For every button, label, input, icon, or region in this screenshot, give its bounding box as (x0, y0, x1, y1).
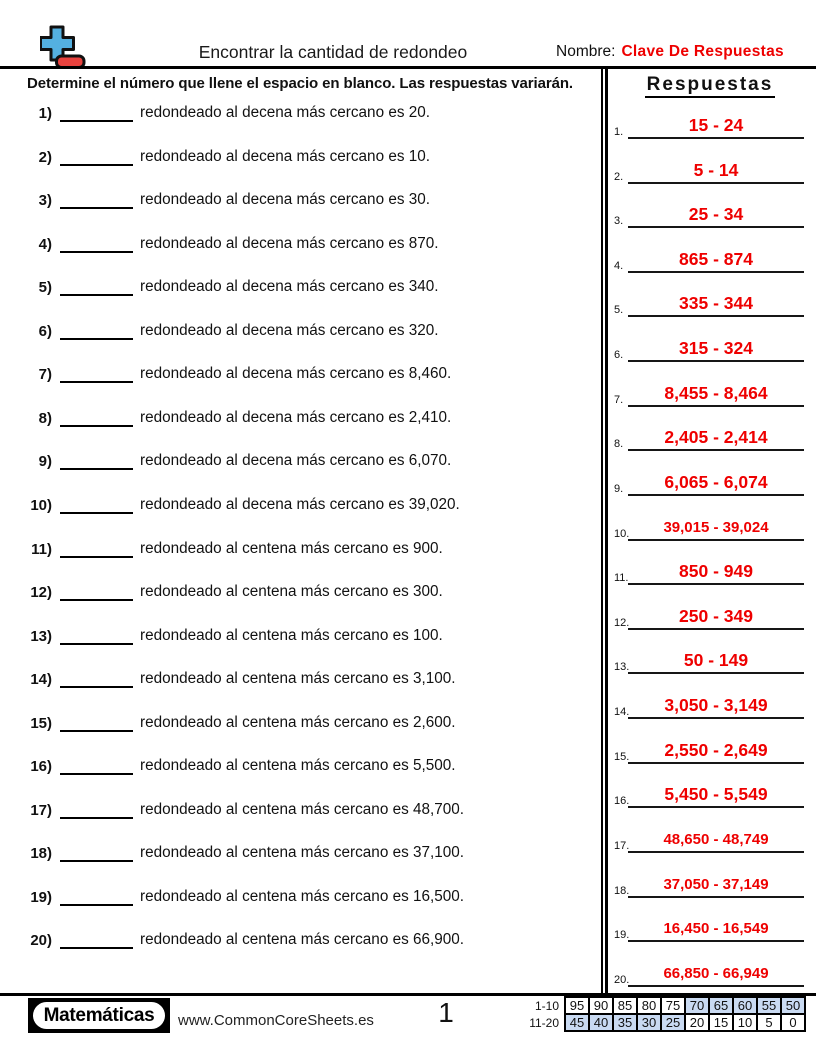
question-row (24, 320, 439, 340)
score-cell: 25 (661, 1014, 685, 1031)
question-blank-line (60, 192, 133, 209)
answer-number: 18. (614, 884, 630, 897)
question-blank-line (60, 453, 133, 470)
question-blank-line (60, 889, 133, 906)
question-row (24, 407, 451, 427)
answer-value: 5,450 - 5,549 (628, 784, 804, 808)
answer-number: 5. (614, 304, 624, 317)
question-number: 7) (38, 366, 52, 384)
score-cell: 45 (565, 1014, 589, 1031)
answer-row (612, 335, 806, 362)
answer-row (612, 915, 806, 942)
question-number: 12) (30, 584, 52, 602)
question-blank-line (60, 715, 133, 732)
answer-value: 865 - 874 (628, 249, 804, 273)
score-cell: 90 (589, 997, 613, 1014)
score-cell: 85 (613, 997, 637, 1014)
answer-value: 39,015 - 39,024 (628, 519, 804, 541)
question-text: redondeado al decena más cercano es 2,410. (140, 408, 452, 426)
page-title: Encontrar la cantidad de redondeo (198, 42, 468, 62)
instructions-text: Determine el número que llene el espacio en blanco. Las respuestas variarán. (27, 75, 573, 92)
score-cell: 60 (733, 997, 757, 1014)
question-row (24, 755, 456, 775)
answer-row (612, 290, 806, 317)
score-cell: 0 (781, 1014, 805, 1031)
score-cell: 40 (589, 1014, 613, 1031)
answer-value: 3,050 - 3,149 (628, 695, 804, 719)
question-row (24, 102, 430, 122)
answer-value: 6,065 - 6,074 (628, 472, 804, 496)
answer-value: 48,650 - 48,749 (628, 831, 804, 853)
answer-row (612, 737, 806, 764)
answer-value: 315 - 324 (628, 338, 804, 362)
answer-value: 5 - 14 (628, 160, 804, 184)
question-number: 9) (38, 453, 52, 471)
answer-value: 15 - 24 (628, 115, 804, 139)
score-cell: 65 (709, 997, 733, 1014)
question-row (24, 233, 439, 253)
answer-number: 16. (614, 795, 630, 808)
answer-row (612, 871, 806, 898)
answer-number: 17. (614, 839, 630, 852)
question-text: redondeado al centena más cercano es 66,900. (140, 931, 465, 949)
question-number: 14) (30, 671, 52, 689)
question-text: redondeado al centena más cercano es 900. (140, 539, 443, 557)
answer-number: 3. (614, 215, 624, 228)
answer-row (612, 201, 806, 228)
score-row (519, 1014, 805, 1031)
question-row (24, 625, 443, 645)
score-cell: 55 (757, 997, 781, 1014)
question-row (24, 842, 464, 862)
question-text: redondeado al decena más cercano es 340. (140, 278, 439, 296)
answer-row (612, 692, 806, 719)
score-cell: 5 (757, 1014, 781, 1031)
question-blank-line (60, 584, 133, 601)
question-number: 19) (30, 888, 52, 906)
question-number: 16) (30, 758, 52, 776)
question-row (24, 668, 456, 688)
answer-row (612, 424, 806, 451)
question-text: redondeado al decena más cercano es 870. (140, 234, 439, 252)
answer-number: 1. (614, 126, 624, 138)
answer-row (612, 826, 806, 853)
question-blank-line (60, 671, 133, 688)
column-divider-line (605, 69, 608, 993)
question-number: 6) (38, 322, 52, 340)
answer-row (612, 246, 806, 273)
answers-title (612, 74, 808, 96)
question-number: 10) (30, 496, 52, 514)
answer-row (612, 647, 806, 674)
column-divider-line (601, 69, 603, 993)
answer-value: 2,405 - 2,414 (628, 427, 804, 451)
question-blank-line (60, 802, 133, 819)
score-cell: 70 (685, 997, 709, 1014)
header-divider (0, 66, 816, 69)
answer-number: 9. (614, 482, 624, 495)
score-cell: 95 (565, 997, 589, 1014)
question-blank-line (60, 628, 133, 645)
question-row (24, 450, 451, 470)
brand-logo-text: Matemáticas (33, 1002, 165, 1029)
answer-value: 850 - 949 (628, 561, 804, 585)
question-text: redondeado al centena más cercano es 5,500. (140, 757, 456, 775)
question-number: 20) (30, 932, 52, 950)
question-text: redondeado al centena más cercano es 2,600. (140, 713, 456, 731)
question-blank-line (60, 932, 133, 949)
answer-number: 8. (614, 438, 624, 451)
answer-value: 16,450 - 16,549 (628, 920, 804, 942)
answers-title-text: Respuestas (645, 74, 776, 98)
question-row (24, 538, 443, 558)
website-url: www.CommonCoreSheets.es (178, 1012, 374, 1029)
answer-value: 50 - 149 (628, 650, 804, 674)
answer-value: 66,850 - 66,949 (628, 965, 804, 987)
question-text: redondeado al decena más cercano es 8,460. (140, 365, 452, 383)
question-blank-line (60, 541, 133, 558)
score-table-wrap (519, 996, 806, 1032)
question-number: 15) (30, 714, 52, 732)
answer-number: 20. (614, 973, 630, 986)
score-row (519, 997, 805, 1014)
score-cell: 75 (661, 997, 685, 1014)
answer-number: 12. (614, 616, 630, 629)
score-row-label: 11-20 (529, 1015, 559, 1030)
answer-number: 19. (614, 929, 630, 942)
answer-number: 13. (614, 661, 630, 674)
question-blank-line (60, 279, 133, 296)
question-row (24, 189, 430, 209)
answer-row (612, 558, 806, 585)
question-row (24, 494, 460, 514)
question-number: 1) (38, 105, 52, 122)
answer-number: 11. (614, 572, 629, 585)
answer-number: 14. (614, 706, 630, 719)
question-blank-line (60, 236, 133, 253)
answer-number: 10. (614, 527, 630, 540)
score-cell: 35 (613, 1014, 637, 1031)
name-label: Nombre: (556, 43, 616, 60)
question-text: redondeado al centena más cercano es 100. (140, 626, 443, 644)
question-number: 18) (30, 845, 52, 863)
question-text: redondeado al decena más cercano es 320. (140, 321, 439, 339)
answer-row (612, 157, 806, 184)
question-text: redondeado al centena más cercano es 48,700. (140, 800, 465, 818)
question-row (24, 886, 464, 906)
question-number: 4) (38, 235, 52, 253)
name-area (556, 43, 812, 61)
answer-number: 6. (614, 349, 624, 362)
answer-number: 7. (614, 393, 624, 406)
question-number: 5) (38, 279, 52, 297)
score-cell: 80 (637, 997, 661, 1014)
question-blank-line (60, 149, 133, 166)
name-value: Clave De Respuestas (621, 43, 784, 60)
answer-value: 2,550 - 2,649 (628, 740, 804, 764)
question-row (24, 363, 451, 383)
score-cell: 20 (685, 1014, 709, 1031)
question-blank-line (60, 323, 133, 340)
question-text: redondeado al centena más cercano es 16,500. (140, 887, 465, 905)
score-cell: 15 (709, 1014, 733, 1031)
answer-number: 4. (614, 259, 624, 272)
answer-value: 8,455 - 8,464 (628, 383, 804, 407)
question-blank-line (60, 366, 133, 383)
page-number: 1 (438, 997, 454, 1028)
score-cell: 10 (733, 1014, 757, 1031)
score-table (519, 996, 806, 1032)
question-row (24, 146, 430, 166)
answer-number: 15. (614, 750, 630, 763)
question-text: redondeado al decena más cercano es 39,020. (140, 495, 460, 513)
brand-logo (28, 998, 170, 1033)
question-text: redondeado al decena más cercano es 30. (140, 191, 430, 209)
answer-row (612, 514, 806, 541)
question-number: 17) (30, 801, 52, 819)
question-blank-line (60, 105, 133, 122)
score-cell: 50 (781, 997, 805, 1014)
answer-row (612, 380, 806, 407)
score-cell: 30 (637, 1014, 661, 1031)
question-number: 2) (38, 148, 52, 166)
question-row (24, 799, 464, 819)
answer-number: 2. (614, 170, 624, 183)
question-number: 8) (38, 409, 52, 427)
answer-row (612, 603, 806, 630)
question-row (24, 929, 464, 949)
answer-row (612, 781, 806, 808)
answer-row (612, 960, 806, 987)
question-row (24, 276, 439, 296)
question-text: redondeado al centena más cercano es 3,100. (140, 670, 456, 688)
answer-row (612, 112, 806, 139)
answer-value: 37,050 - 37,149 (628, 876, 804, 898)
answer-value: 335 - 344 (628, 293, 804, 317)
question-row (24, 712, 456, 732)
answer-row (612, 469, 806, 496)
question-text: redondeado al decena más cercano es 6,070. (140, 452, 452, 470)
question-number: 11) (31, 540, 52, 558)
question-blank-line (60, 497, 133, 514)
question-number: 13) (30, 627, 52, 645)
question-text: redondeado al decena más cercano es 10. (140, 147, 430, 165)
question-blank-line (60, 758, 133, 775)
question-text: redondeado al centena más cercano es 300. (140, 583, 443, 601)
question-row (24, 581, 443, 601)
question-number: 3) (38, 192, 52, 210)
question-text: redondeado al decena más cercano es 20. (140, 104, 430, 121)
question-text: redondeado al centena más cercano es 37,100. (140, 844, 465, 862)
question-blank-line (60, 410, 133, 427)
question-blank-line (60, 845, 133, 862)
answer-value: 250 - 349 (628, 606, 804, 630)
answer-value: 25 - 34 (628, 204, 804, 228)
score-row-label: 1-10 (534, 998, 559, 1013)
